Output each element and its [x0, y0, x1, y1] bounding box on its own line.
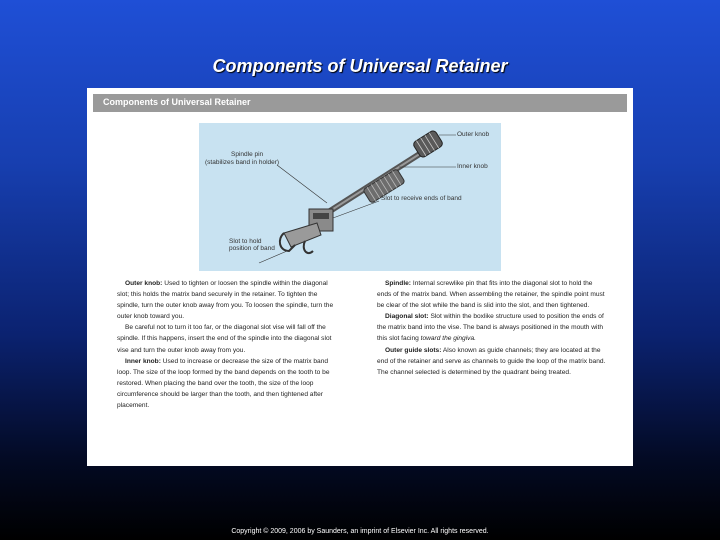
term-outer-knob: Outer knob: — [125, 280, 163, 287]
text-spindle: Internal screwlike pin that fits into the diagonal slot to hold the ends of the matrix band. When assembling the retainer, the spindle point must be clear of the slot while the band is slid into the slot, and then tightened. — [377, 280, 605, 310]
left-description-column — [117, 278, 337, 411]
label-spindle-pin: Spindle pin — [231, 151, 264, 158]
content-panel — [87, 88, 633, 466]
copyright-footer: Copyright © 2009, 2006 by Saunders, an imprint of Elsevier Inc. All rights reserved. — [231, 528, 489, 535]
text-inner-knob: Used to increase or decrease the size of the matrix band loop. The size of the loop formed by the band depends on the tooth to be restored. When placing the band over the tooth, the size of the loop circumference should be larger than the tooth, and then tightened after placement. — [117, 357, 330, 410]
label-slot-receive: Slot to receive ends of band — [381, 195, 462, 202]
right-description-column — [377, 278, 607, 378]
label-inner-knob: Inner knob — [457, 163, 488, 170]
label-outer-knob: Outer knob — [457, 131, 490, 138]
retainer-illustration — [199, 123, 501, 271]
text-outer-guide-slots: Also known as guide channels; they are located at the end of the retainer and serve as channels to guide the loop of the matrix band. The channel selected is determined by the quadrant being treated. — [377, 346, 606, 376]
label-slot-hold-1: Slot to hold — [229, 238, 262, 245]
term-spindle: Spindle: — [385, 280, 412, 287]
slide-title: Components of Universal Retainer — [212, 56, 508, 76]
label-slot-hold-2: position of band — [229, 245, 275, 252]
text-outer-knob: Used to tighten or loosen the spindle within the diagonal slot; this holds the matrix band securely in the retainer. To tighten the spindle, turn the outer knob away from you. To loosen the spindle, turn the outer knob toward you. — [117, 280, 334, 321]
retainer-head — [280, 223, 321, 253]
term-inner-knob: Inner knob: — [125, 357, 161, 365]
text-caution: Be careful not to turn it too far, or the diagonal slot vise will fall off the spindle. If this happens, insert the end of the spindle into the diagonal slot vise and turn the outer knob away from you. — [117, 324, 332, 354]
panel-header-title: Components of Universal Retainer — [103, 97, 251, 107]
label-spindle-pin-note: (stabilizes band in holder) — [205, 159, 280, 166]
panel-header — [93, 94, 627, 112]
text-diagonal-slot: Slot within the boxlike structure used to position the ends of the matrix band into the vise. The band is always positioned in the mouth with this slot facing — [377, 313, 604, 343]
term-outer-guide-slots: Outer guide slots: — [385, 346, 442, 354]
term-diagonal-slot: Diagonal slot: — [385, 313, 429, 321]
text-diagonal-slot-emphasis: toward the gingiva. — [420, 335, 476, 343]
